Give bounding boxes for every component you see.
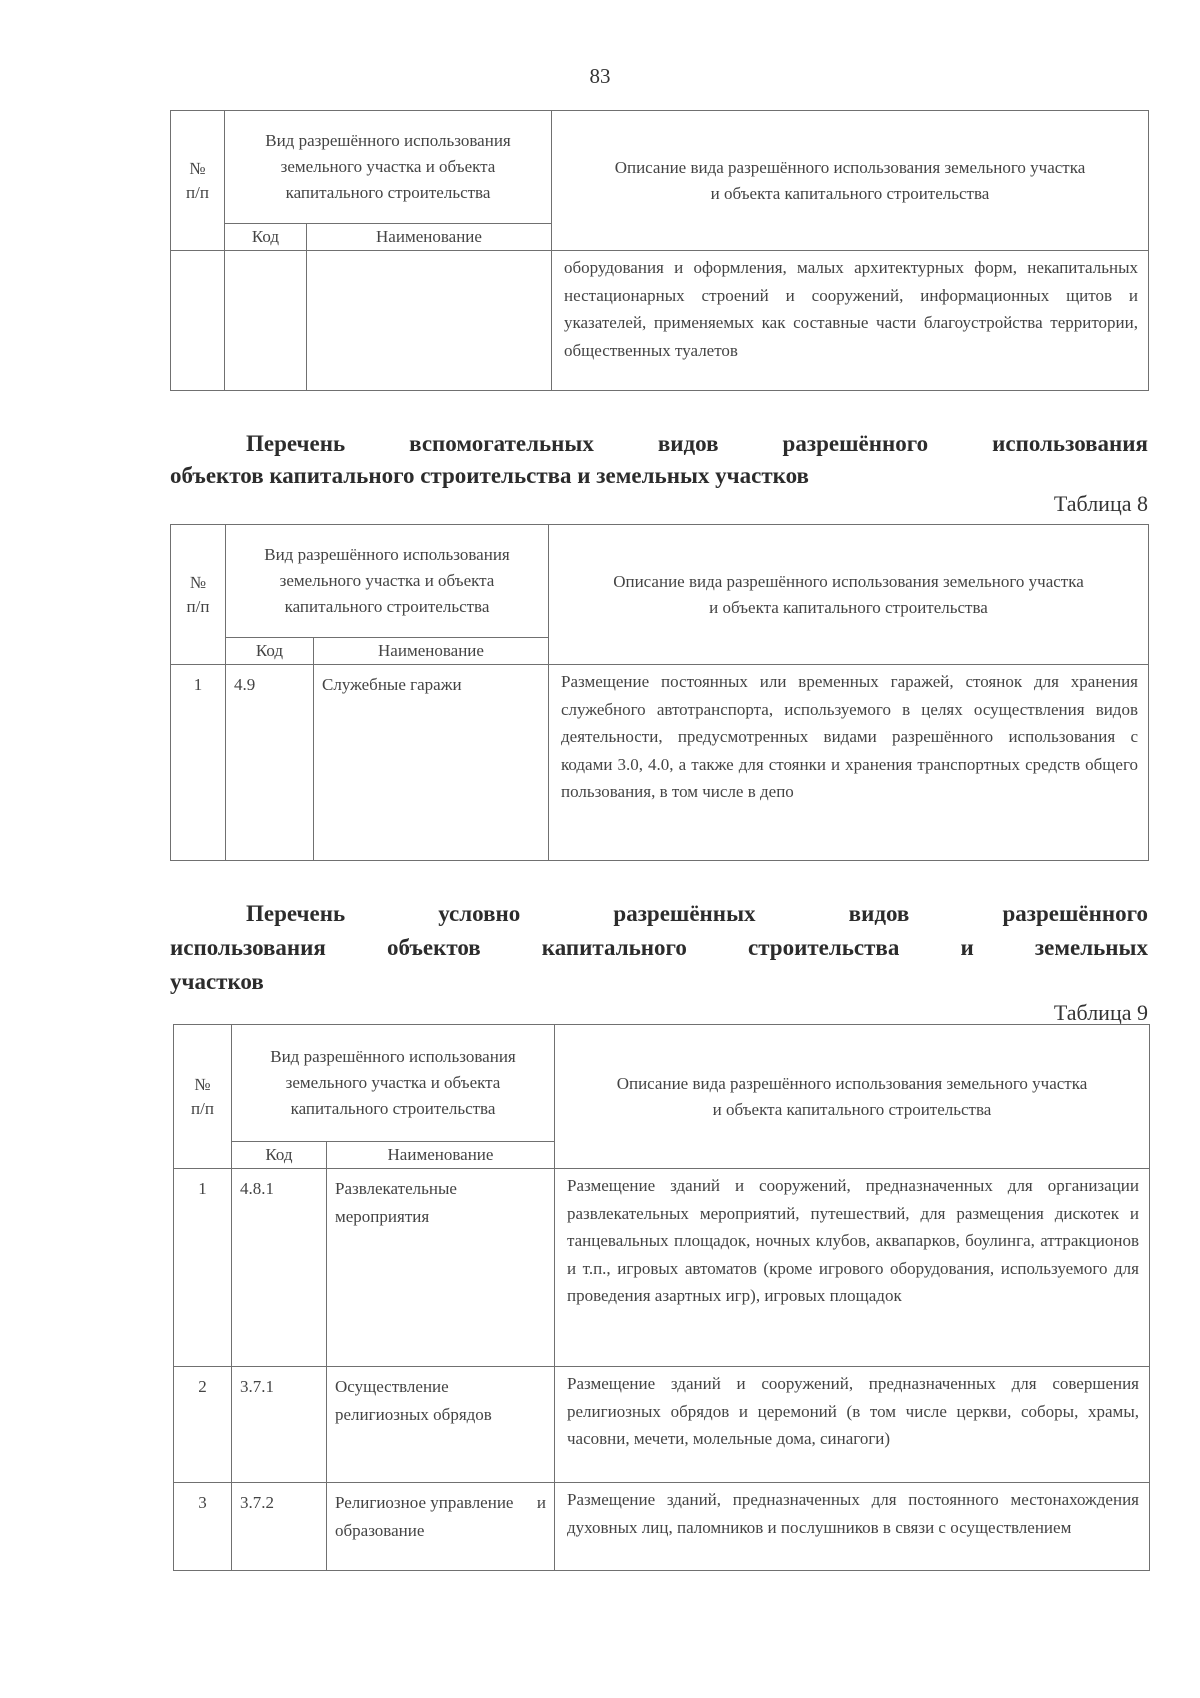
code-header: Код (225, 224, 307, 251)
name-cell: Осуществление религиозных обрядов (327, 1367, 555, 1483)
table-row (174, 1367, 1150, 1483)
vid-header: Вид разрешённого использования земельного участка и объекта капитального строительства (225, 111, 552, 224)
num-cell: 1 (171, 665, 226, 861)
vid-header: Вид разрешённого использования земельного участка и объекта капитального строительства (226, 525, 549, 638)
name-part1: Религиозное управление (335, 1493, 514, 1512)
description-header: Описание вида разрешённого использования земельного участка и объекта капитального строительства (549, 525, 1149, 665)
conditional-title-line1-text: Перечень условно разрешённых видов разрешённого (246, 901, 1148, 926)
description-cell: оборудования и оформления, малых архитектурных форм, некапитальных нестационарных строений и сооружений, информационных щитов и указателей, применяемых как составные части благоустройства территории, общественных туалетов (552, 251, 1149, 391)
num-header: № п/п (171, 111, 225, 251)
auxiliary-title-line2-text: объектов капитального строительства и земельных участков (170, 463, 809, 488)
description-cell: Размещение зданий и сооружений, предназначенных для организации развлекательных мероприятий, путешествий, для размещения дискотек и танцевальных площадок, ночных клубов, аквапарков, боулинга, аттракционов и т.п., игровых автоматов (кроме игрового оборудования, используемого для проведения азартных игр), игровых площадок (555, 1169, 1150, 1367)
code-cell: 4.9 (226, 665, 314, 861)
table-row (174, 1483, 1150, 1571)
code-cell: 4.8.1 (232, 1169, 327, 1367)
code-header: Код (226, 638, 314, 665)
table-8-label: Таблица 8 (1053, 491, 1148, 516)
code-header: Код (232, 1142, 327, 1169)
auxiliary-title-line1: Перечень вспомогательных видов разрешённого использования (246, 431, 1148, 456)
table-row (174, 1169, 1150, 1367)
code-cell: 3.7.2 (232, 1483, 327, 1571)
auxiliary-table (170, 524, 1149, 861)
description-header: Описание вида разрешённого использования земельного участка и объекта капитального строительства (552, 111, 1149, 251)
table-row (171, 665, 1149, 861)
description-header: Описание вида разрешённого использования земельного участка и объекта капитального строительства (555, 1025, 1150, 1169)
code-cell: 3.7.1 (232, 1367, 327, 1483)
num-cell: 3 (174, 1483, 232, 1571)
conditional-title-line1 (170, 898, 1148, 930)
continuation-table (170, 110, 1149, 391)
conditional-title-line3: участков (170, 969, 264, 994)
num-header: № п/п (174, 1025, 232, 1169)
name-part3: образование (335, 1520, 425, 1540)
num-cell: 2 (174, 1367, 232, 1483)
auxiliary-title (170, 428, 1148, 460)
num-header: № п/п (171, 525, 226, 665)
code-cell (225, 251, 307, 391)
name-line1 (335, 1489, 546, 1517)
description-cell: Размещение постоянных или временных гаражей, стоянок для хранения служебного автотранспорта, используемого в целях осуществления видов деятельности, предусмотренных видами разрешённого использования с кодами 3.0, 4.0, а также для стоянки и хранения транспортных средств общего пользования, в том числе в депо (549, 665, 1149, 861)
name-cell: Развлекательные мероприятия (327, 1169, 555, 1367)
name-cell (307, 251, 552, 391)
description-cell: Размещение зданий и сооружений, предназначенных для совершения религиозных обрядов и церемоний (в том числе церкви, соборы, храмы, часовни, мечети, молельные дома, синагоги) (555, 1367, 1150, 1483)
page-number: 83 (589, 64, 611, 88)
name-cell (327, 1483, 555, 1571)
name-cell: Служебные гаражи (314, 665, 549, 861)
name-header: Наименование (307, 224, 552, 251)
vid-header: Вид разрешённого использования земельного участка и объекта капитального строительства (232, 1025, 555, 1142)
num-cell: 1 (174, 1169, 232, 1367)
num-cell (171, 251, 225, 391)
conditional-table (173, 1024, 1150, 1571)
table-9-label: Таблица 9 (1053, 1000, 1148, 1025)
conditional-title-line2: использования объектов капитального строительства и земельных (170, 935, 1148, 960)
name-header: Наименование (327, 1142, 555, 1169)
auxiliary-title-line2 (170, 460, 1148, 492)
name-part2: и (536, 1493, 546, 1512)
name-header: Наименование (314, 638, 549, 665)
description-cell: Размещение зданий, предназначенных для постоянного местонахождения духовных лиц, паломников и послушников в связи с осуществлением (555, 1483, 1150, 1571)
